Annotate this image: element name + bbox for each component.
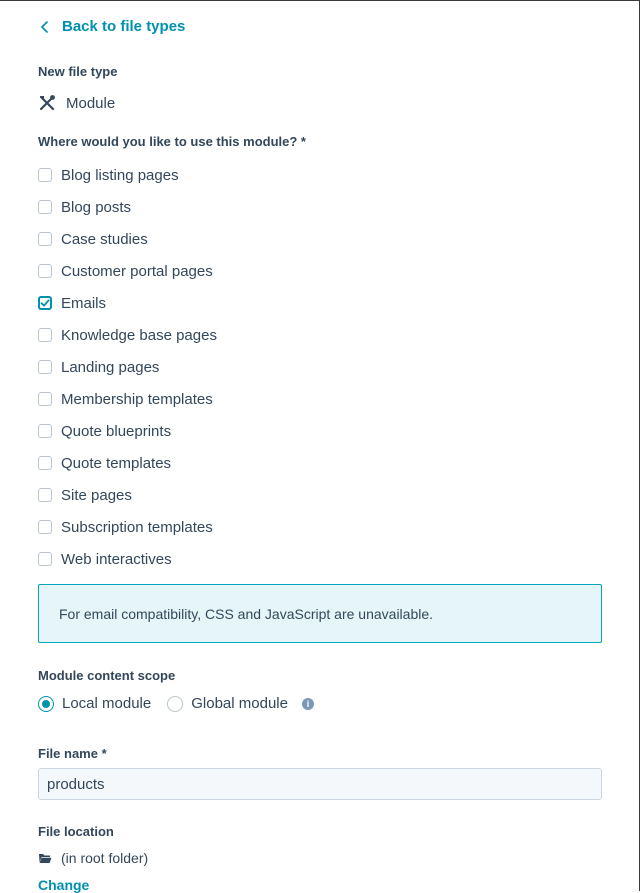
usage-option-label: Quote templates xyxy=(61,454,172,472)
usage-option-label: Quote blueprints xyxy=(61,422,172,440)
usage-option-item[interactable] xyxy=(38,351,217,383)
file-location-display xyxy=(38,850,148,866)
usage-option-label: Landing pages xyxy=(61,358,160,376)
usage-option-item[interactable] xyxy=(38,415,217,447)
usage-option-label: Membership templates xyxy=(61,390,213,408)
usage-option-label: Site pages xyxy=(61,486,132,504)
new-file-type-heading: New file type xyxy=(38,64,118,79)
checkbox[interactable] xyxy=(38,200,52,214)
checkbox-checked[interactable] xyxy=(38,296,52,310)
usage-option-label: Blog posts xyxy=(61,198,132,216)
usage-option-item[interactable] xyxy=(38,319,217,351)
checkbox[interactable] xyxy=(38,360,52,374)
file-location-value: (in root folder) xyxy=(61,850,149,866)
checkbox[interactable] xyxy=(38,552,52,566)
usage-option-item[interactable] xyxy=(38,383,217,415)
checkbox[interactable] xyxy=(38,424,52,438)
usage-option-item[interactable] xyxy=(38,543,217,575)
usage-option-label: Blog listing pages xyxy=(61,166,179,184)
file-location-label: File location xyxy=(38,824,114,839)
usage-question: Where would you like to use this module? * xyxy=(38,134,306,149)
checkbox[interactable] xyxy=(38,456,52,470)
usage-option-item[interactable] xyxy=(38,159,217,191)
chevron-left-icon xyxy=(38,20,52,34)
file-type-display xyxy=(38,94,115,112)
checkbox[interactable] xyxy=(38,168,52,182)
checkbox[interactable] xyxy=(38,392,52,406)
local-module-radio[interactable] xyxy=(38,695,151,712)
back-to-file-types-link[interactable] xyxy=(38,18,185,35)
checkbox[interactable] xyxy=(38,264,52,278)
usage-option-item[interactable] xyxy=(38,447,217,479)
radio-circle[interactable] xyxy=(167,696,183,712)
checkbox[interactable] xyxy=(38,488,52,502)
usage-option-item[interactable] xyxy=(38,191,217,223)
change-location-link[interactable]: Change xyxy=(38,877,90,893)
usage-option-label: Customer portal pages xyxy=(61,262,213,280)
file-name-input[interactable] xyxy=(38,768,602,800)
info-icon[interactable]: i xyxy=(302,698,314,710)
usage-option-label: Knowledge base pages xyxy=(61,326,217,344)
usage-checkbox-list xyxy=(38,162,217,575)
usage-option-item[interactable] xyxy=(38,479,217,511)
email-compatibility-alert xyxy=(38,584,602,643)
checkbox[interactable] xyxy=(38,520,52,534)
usage-option-item[interactable] xyxy=(38,223,217,255)
usage-option-label: Emails xyxy=(61,294,107,312)
checkmark-icon xyxy=(40,298,50,308)
tools-icon xyxy=(38,94,56,112)
usage-option-label: Web interactives xyxy=(61,550,172,568)
usage-option-label: Subscription templates xyxy=(61,518,213,536)
usage-option-label: Case studies xyxy=(61,230,148,248)
file-type-label: Module xyxy=(66,94,116,112)
scope-radio-group xyxy=(38,695,314,712)
module-content-scope-heading: Module content scope xyxy=(38,668,176,683)
usage-option-item[interactable] xyxy=(38,255,217,287)
radio-label: Global module xyxy=(191,695,288,712)
usage-option-item[interactable] xyxy=(38,287,217,319)
radio-label: Local module xyxy=(62,695,152,712)
checkbox[interactable] xyxy=(38,232,52,246)
file-name-label: File name * xyxy=(38,746,107,761)
back-link-label: Back to file types xyxy=(62,18,186,35)
radio-circle[interactable] xyxy=(38,696,54,712)
checkbox[interactable] xyxy=(38,328,52,342)
usage-option-item[interactable] xyxy=(38,511,217,543)
folder-icon xyxy=(38,852,52,864)
alert-message: For email compatibility, CSS and JavaScript are unavailable. xyxy=(59,605,434,622)
global-module-radio[interactable] xyxy=(167,695,288,712)
